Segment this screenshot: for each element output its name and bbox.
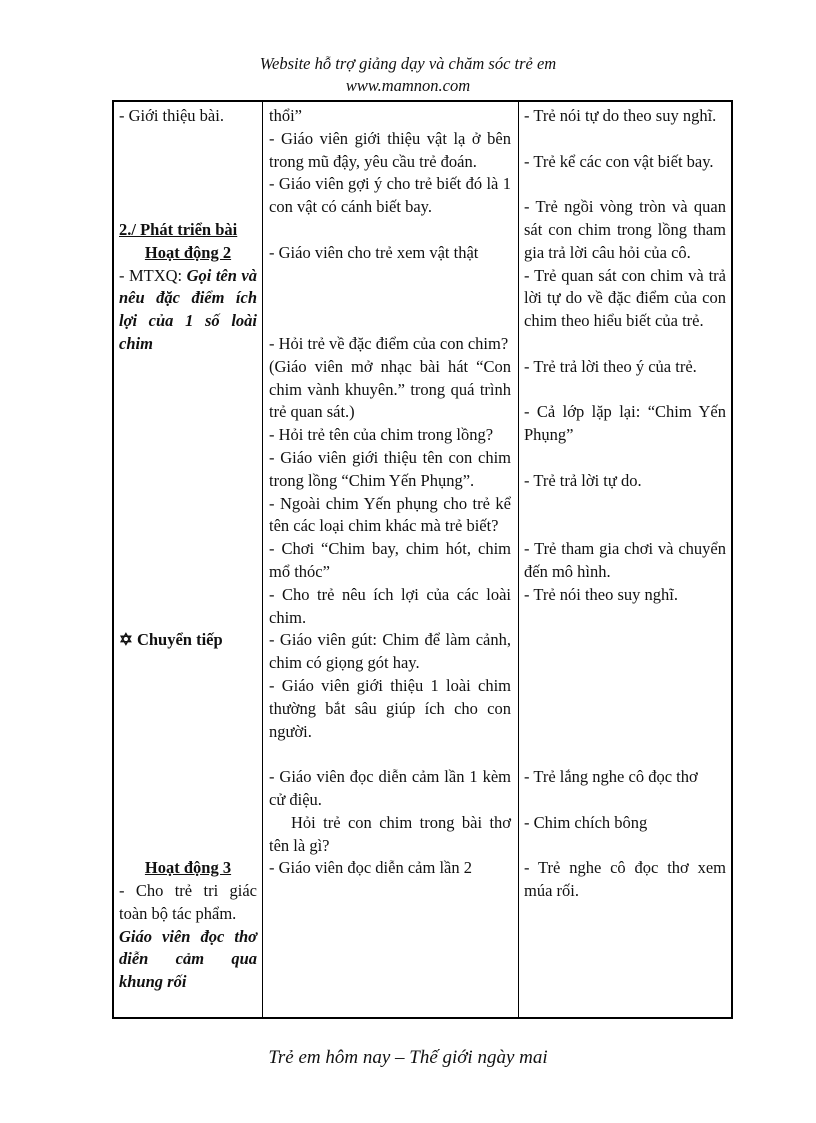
children-item: - Trẻ tham gia chơi và chuyển đến mô hình. — [524, 539, 726, 581]
header-site-url: www.mamnon.com — [345, 76, 471, 95]
teacher-item: - Chơi “Chim bay, chim hót, chim mổ thóc” — [269, 539, 511, 581]
activity-column — [119, 105, 257, 994]
children-item: - Trẻ lắng nghe cô đọc thơ — [524, 767, 698, 787]
teacher-item: Hỏi trẻ con chim trong bài thơ tên là gì? — [269, 812, 511, 855]
star-of-david-icon: ✡ — [119, 630, 133, 650]
teacher-column — [269, 105, 511, 880]
header-site-title: Website hỗ trợ giảng dạy và chăm sóc trẻ em — [259, 54, 557, 73]
page-footer: Trẻ em hôm nay – Thế giới ngày mai — [268, 1047, 548, 1068]
children-item: - Trẻ ngồi vòng tròn và quan sát con chim trong lồng tham gia trả lời câu hỏi của cô. — [524, 197, 726, 262]
activity-heading: Hoạt động 2 — [144, 242, 232, 262]
mtxq-title: Gọi tên và nêu đặc điểm ích lợi của 1 số loài chim — [119, 265, 257, 353]
perception-item: - Cho trẻ tri giác toàn bộ tác phẩm. — [119, 881, 257, 923]
teacher-item: thổi” — [269, 106, 302, 125]
poem-reading-title: Giáo viên đọc thơ diễn cảm qua khung rối — [119, 926, 257, 992]
teacher-item: - Cho trẻ nêu ích lợi của các loài chim. — [269, 584, 511, 627]
mtxq-item: - MTXQ: Gọi tên và nêu đặc điểm ích lợi của 1 số loài chim — [119, 265, 257, 353]
teacher-item: - Giáo viên giới thiệu tên con chim trong lồng “Chim Yến Phụng”. — [269, 447, 511, 490]
children-column — [524, 105, 726, 903]
activity-heading: Hoạt động 3 — [144, 858, 232, 878]
teacher-item: - Giáo viên giới thiệu 1 loài chim thường bắt sâu giúp ích cho con người. — [269, 675, 511, 741]
intro-item: - Giới thiệu bài. — [119, 106, 224, 125]
teacher-item: - Giáo viên cho trẻ xem vật thật — [269, 242, 479, 262]
children-item: - Trẻ nói tự do theo suy nghĩ. — [524, 106, 717, 125]
children-item: - Trẻ nói theo suy nghĩ. — [524, 584, 679, 604]
teacher-item: - Ngoài chim Yến phụng cho trẻ kể tên các loại chim khác mà trẻ biết? — [269, 493, 511, 536]
teacher-item: - Giáo viên gợi ý cho trẻ biết đó là 1 con vật có cánh biết bay. — [269, 174, 511, 217]
teacher-item: (Giáo viên mở nhạc bài hát “Con chim vành khuyên.” trong quá trình trẻ quan sát.) — [269, 356, 511, 422]
section-heading: 2./ Phát triển bài — [119, 219, 238, 239]
lesson-plan-table — [112, 100, 733, 1019]
children-item: - Chim chích bông — [524, 812, 648, 832]
teacher-item: - Giáo viên đọc diễn cảm lần 1 kèm cử điệu. — [269, 767, 511, 809]
teacher-item: - Giáo viên đọc diễn cảm lần 2 — [269, 858, 472, 878]
teacher-item: - Giáo viên giới thiệu vật lạ ở bên trong mũ đậy, yêu cầu trẻ đoán. — [269, 128, 511, 171]
teacher-item: - Giáo viên gút: Chim để làm cảnh, chim có giọng gót hay. — [269, 630, 511, 673]
teacher-item: - Hỏi trẻ về đặc điểm của con chim? — [269, 333, 509, 353]
children-item: - Trẻ kể các con vật biết bay. — [524, 151, 714, 171]
teacher-item: - Hỏi trẻ tên của chim trong lồng? — [269, 425, 494, 445]
children-item: - Trẻ nghe cô đọc thơ xem múa rối. — [524, 858, 726, 901]
children-item: - Trẻ trả lời tự do. — [524, 470, 642, 490]
column-divider — [262, 102, 263, 1017]
children-item: - Trẻ quan sát con chim và trả lời tự do về đặc điểm của con chim theo hiểu biết của trẻ. — [524, 265, 726, 331]
children-item: - Cả lớp lặp lại: “Chim Yến Phụng” — [524, 402, 726, 445]
children-item: - Trẻ trả lời theo ý của trẻ. — [524, 356, 697, 376]
column-divider — [518, 102, 519, 1017]
transition-item: ✡ Chuyển tiếp — [119, 630, 223, 650]
